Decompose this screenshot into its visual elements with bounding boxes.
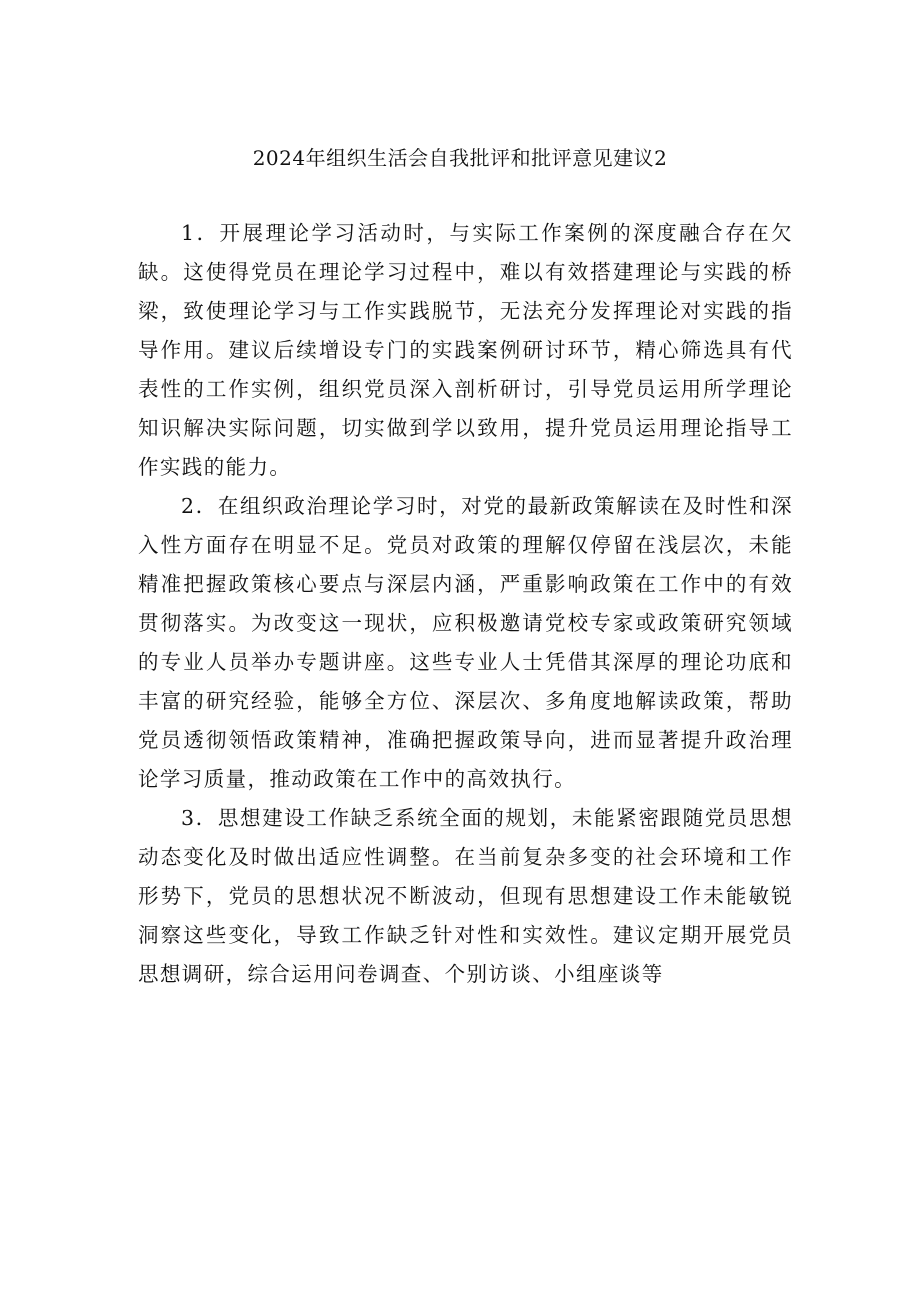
paragraph-2: 2．在组织政治理论学习时，对党的最新政策解读在及时性和深入性方面存在明显不足。党员对政策的理解仅停留在浅层次，未能精准把握政策核心要点与深层内涵，严重影响政策在工作中的有效贯彻落实。为改变这一现状，应积极邀请党校专家或政策研究领域的专业人员举办专题讲座。这些专业人士凭借其深厚的理论功底和丰富的研究经验，能够全方位、深层次、多角度地解读政策，帮助党员透彻领悟政策精神，准确把握政策导向，进而显著提升政治理论学习质量，推动政策在工作中的高效执行。	[138, 494, 793, 791]
paragraph-1: 1．开展理论学习活动时，与实际工作案例的深度融合存在欠缺。这使得党员在理论学习过程中，难以有效搭建理论与实践的桥梁，致使理论学习与工作实践脱节，无法充分发挥理论对实践的指导作用。建议后续增设专门的实践案例研讨环节，精心筛选具有代表性的工作实例，组织党员深入剖析研讨，引导党员运用所学理论知识解决实际问题，切实做到学以致用，提升党员运用理论指导工作实践的能力。	[138, 221, 793, 479]
document-body	[138, 214, 793, 994]
document-title: 2024年组织生活会自我批评和批评意见建议2	[252, 146, 668, 170]
paragraph-3: 3．思想建设工作缺乏系统全面的规划，未能紧密跟随党员思想动态变化及时做出适应性调整。在当前复杂多变的社会环境和工作形势下，党员的思想状况不断波动，但现有思想建设工作未能敏锐洞察这些变化，导致工作缺乏针对性和实效性。建议定期开展党员思想调研，综合运用问卷调查、个别访谈、小组座谈等	[138, 806, 793, 986]
